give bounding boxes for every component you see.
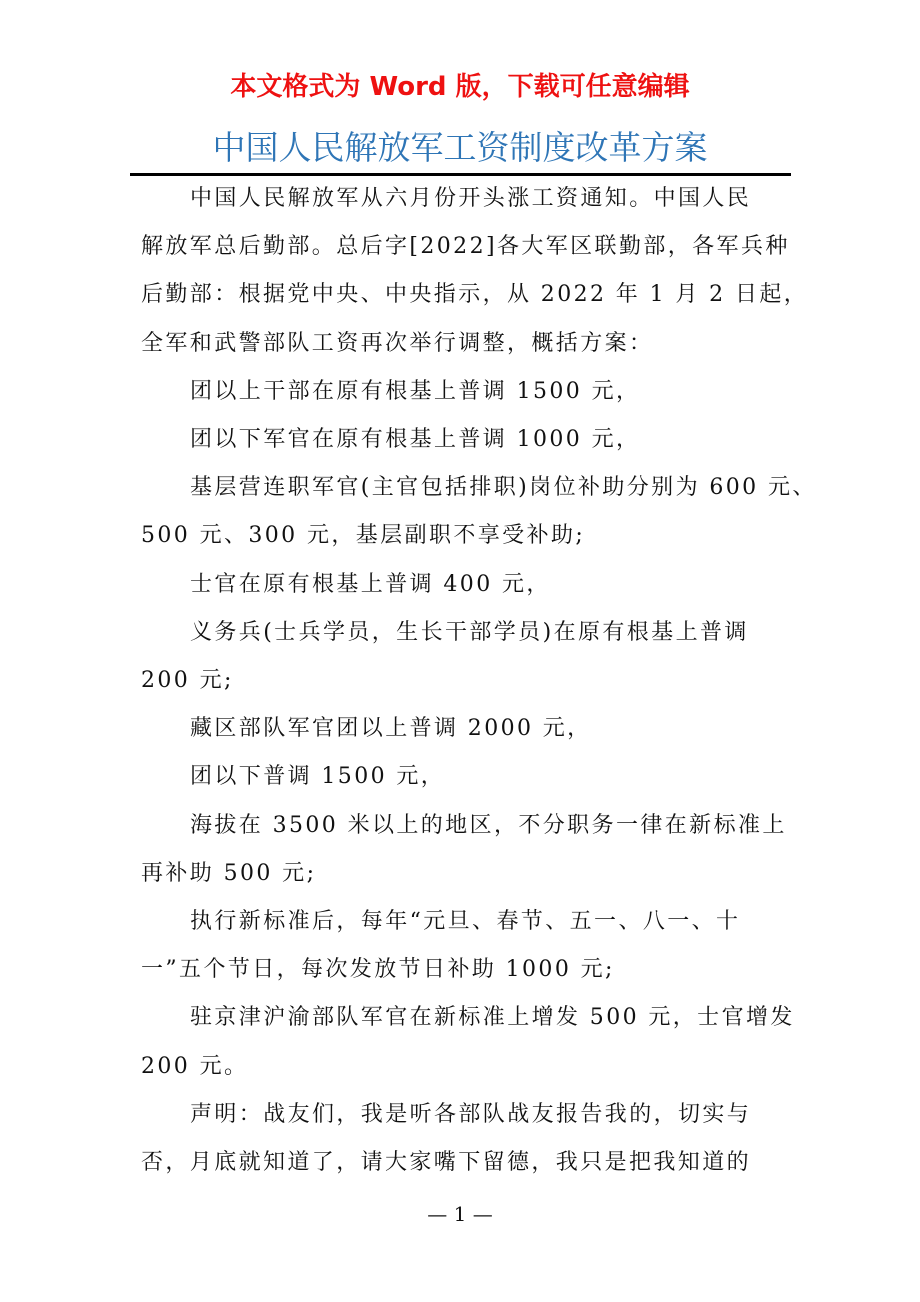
body-text-line: 执行新标准后，每年“元旦、春节、五一、八一、十	[190, 909, 741, 934]
body-text-line: 驻京津沪渝部队军官在新标准上增发 500 元，士官增发	[190, 1005, 795, 1031]
body-text-line: 否，月底就知道了，请大家嘴下留德，我只是把我知道的	[141, 1150, 752, 1175]
body-text-line: 基层营连职军官(主官包括排职)岗位补助分别为 600 元、	[190, 475, 817, 501]
page-number: — 1 —	[427, 1202, 493, 1226]
body-text-line: 士官在原有根基上普调 400 元，	[190, 571, 551, 597]
document-title: 中国人民解放军工资制度改革方案	[212, 128, 708, 167]
body-text-line: 海拔在 3500 米以上的地区，不分职务一律在新标准上	[190, 812, 787, 838]
body-text-line: 500 元、300 元，基层副职不享受补助;	[141, 523, 586, 549]
body-text-line: 团以下军官在原有根基上普调 1000 元，	[190, 427, 641, 452]
body-text-line: 200 元。	[141, 1053, 249, 1079]
body-text-line: 声明：战友们，我是听各部队战友报告我的，切实与	[190, 1101, 752, 1127]
body-text-line: 团以上干部在原有根基上普调 1500 元，	[190, 378, 641, 404]
body-text-line: 后勤部：根据党中央、中央指示，从 2022 年 1 月 2 日起，	[141, 282, 809, 308]
body-text-line: 中国人民解放军从六月份开头涨工资通知。中国人民	[190, 186, 752, 211]
title-divider	[130, 173, 791, 176]
body-text-line: 200 元;	[141, 668, 234, 693]
editable-word-banner: 本文格式为 Word 版，下载可任意编辑	[230, 72, 690, 102]
body-text-line: 团以下普调 1500 元，	[190, 764, 446, 790]
body-text-line: 全军和武警部队工资再次举行调整，概括方案：	[141, 330, 654, 356]
body-text-line: 解放军总后勤部。总后字[2022]各大军区联勤部，各军兵种	[141, 234, 790, 260]
body-text-line: 一”五个节日，每次发放节日补助 1000 元;	[141, 957, 615, 983]
body-text-line: 藏区部队军官团以上普调 2000 元，	[190, 716, 592, 742]
body-text-line: 再补助 500 元;	[141, 860, 317, 886]
body-text-line: 义务兵(士兵学员，生长干部学员)在原有根基上普调	[190, 619, 749, 645]
